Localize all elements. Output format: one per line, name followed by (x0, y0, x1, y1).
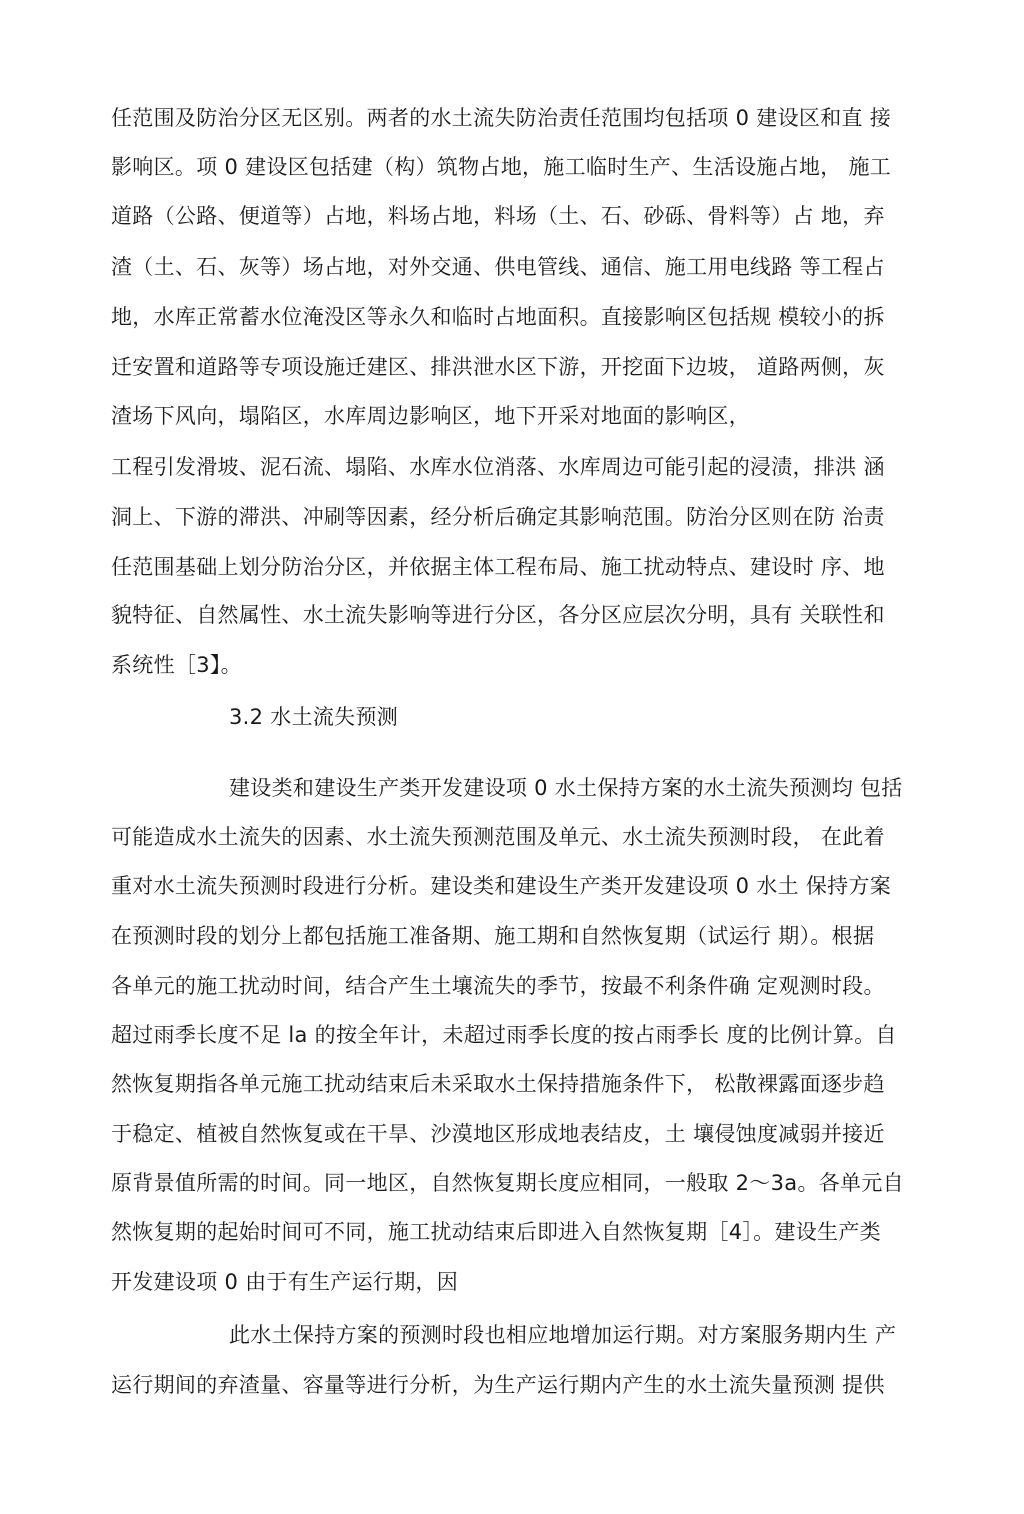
text-line: 超过雨季长度不足 la 的按全年计，未超过雨季长度的按占雨季长 度的比例计算。自 (111, 1023, 897, 1047)
text-line: 重对水土流失预测时段进行分析。建设类和建设生产类开发建设项 0 水土 保持方案 (111, 874, 892, 898)
text-line: 地，水库正常蓄水位淹没区等永久和临时占地面积。直接影响区包括规 模较小的拆 (111, 305, 885, 329)
text-line: 渣场下风向，塌陷区，水库周边影响区，地下开采对地面的影响区， (111, 404, 750, 428)
text-line: 各单元的施工扰动时间，结合产生土壤流失的季节，按最不利条件确 定观测时段。 (111, 974, 885, 998)
text-line: 然恢复期的起始时间可不同，施工扰动结束后即进入自然恢复期［4］。建设生产类 (111, 1220, 881, 1244)
text-line: 任范围基础上划分防治分区，并依据主体工程布局、施工扰动特点、建设时 序、地 (111, 555, 885, 579)
text-line: 工程引发滑坡、泥石流、塌陷、水库水位消落、水库周边可能引起的浸渍，排洪 涵 (111, 455, 885, 479)
text-line: 系统性［3】。 (111, 653, 242, 677)
text-line: 影响区。项 0 建设区包括建（构）筑物占地，施工临时生产、生活设施占地， 施工 (111, 155, 892, 179)
text-line: 原背景值所需的时间。同一地区，自然恢复期长度应相同，一般取 2～3a。各单元自 (111, 1171, 904, 1195)
text-line: 开发建设项 0 由于有生产运行期，因 (111, 1270, 459, 1294)
text-line: 貌特征、自然属性、水土流失影响等进行分区，各分区应层次分明，具有 关联性和 (111, 603, 885, 627)
text-line: 然恢复期指各单元施工扰动结束后未采取水土保持措施条件下， 松散裸露面逐步趋 (111, 1072, 885, 1096)
text-line: 此水土保持方案的预测时段也相应地增加运行期。对方案服务期内生 产 (229, 1323, 897, 1347)
text-line: 渣（土、石、灰等）场占地，对外交通、供电管线、通信、施工用电线路 等工程占 (111, 255, 885, 279)
text-line: 道路（公路、便道等）占地，料场占地，料场（土、石、砂砾、骨料等）占 地，弃 (111, 204, 885, 228)
section-heading: 3.2 水土流失预测 (229, 705, 399, 729)
text-line: 洞上、下游的滞洪、冲刷等因素，经分析后确定其影响范围。防治分区则在防 治责 (111, 505, 885, 529)
text-line: 于稳定、植被自然恢复或在干旱、沙漠地区形成地表结皮，土 壤侵蚀度减弱并接近 (111, 1122, 885, 1146)
text-line: 可能造成水土流失的因素、水土流失预测范围及单元、水土流失预测时段， 在此着 (111, 825, 885, 849)
text-line: 迁安置和道路等专项设施迁建区、排洪泄水区下游，开挖面下边坡， 道路两侧，灰 (111, 355, 885, 379)
text-line: 任范围及防治分区无区别。两者的水土流失防治责任范围均包括项 0 建设区和直 接 (111, 106, 892, 130)
text-line: 运行期间的弃渣量、容量等进行分析，为生产运行期内产生的水土流失量预测 提供 (111, 1373, 885, 1397)
text-line: 建设类和建设生产类开发建设项 0 水土保持方案的水土流失预测均 包括 (229, 776, 903, 800)
text-line: 在预测时段的划分上都包括施工准备期、施工期和自然恢复期（试运行 期）。根据 (111, 924, 875, 948)
